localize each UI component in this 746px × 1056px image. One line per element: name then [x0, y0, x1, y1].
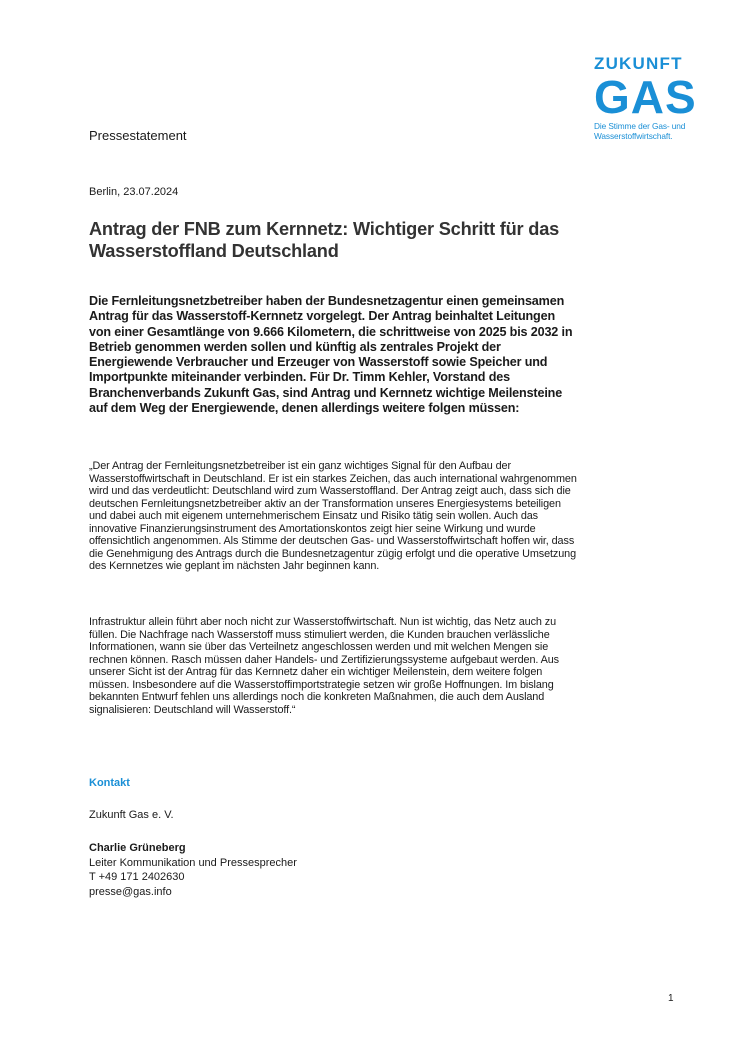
zukunft-gas-logo [594, 55, 698, 141]
logo-tagline-line2: Wasserstoffwirtschaft. [594, 130, 673, 141]
contact-phone: T +49 171 2402630 [89, 871, 185, 883]
contact-heading: Kontakt [89, 777, 130, 789]
logo-wordmark-gas: GAS [594, 71, 697, 123]
quote-paragraph-1: „Der Antrag der Fernleitungsnetzbetreiber ist ein ganz wichtiges Signal für den Aufbau der Wasserstoffwirtschaft in Deutschland. Er ist ein starkes Zeichen, das auch international wahrgenommen wird und das verdeutlicht: Deutschland wird zum Wasserstoffland. Der Antrag zeigt auch, dass sich die deutschen Fernleitungsnetzbetreiber aktiv an der Transformation unseres Energiesystems beteiligen und dabei auch mit eigenem unternehmerischem Einsatz und Risiko tätig sein wollen. Auch das innovative Finanzierungsinstrument des Amortationskontos zeigt hier seine Wirkung und wurde offensichtlich angenommen. Als Stimme der deutschen Gas- und Wasserstoffwirtschaft hoffen wir, dass die Genehmigung des Antrags durch die Bundesnetzagentur zügig erfolgt und die operative Umsetzung des Kernnetzes wie geplant im nächsten Jahr beginnen kann. [89, 460, 577, 572]
dateline: Berlin, 23.07.2024 [89, 186, 179, 198]
quote-paragraph-2: Infrastruktur allein führt aber noch nicht zur Wasserstoffwirtschaft. Nun ist wichtig, das Netz auch zu füllen. Die Nachfrage nach Wasserstoff muss stimuliert werden, die Kunden brauchen verlässliche Informationen, wann sie über das Verteilnetz angeschlossen werden und mit welchen Mengen sie rechnen können. Rasch müssen daher Handels- und Zertifizierungssysteme aufgebaut werden. Aus unserer Sicht ist der Antrag für das Kernnetz daher ein wichtiger Meilenstein, dem weitere folgen müssen. Insbesondere auf die Wasserstoffimportstrategie setzen wir große Hoffnungen. Im bislang bekannten Entwurf fehlen uns allerdings noch die konkreten Maßnahmen, die auch dem Ausland signalisieren: Deutschland will Wasserstoff.“ [89, 616, 560, 716]
contact-person [89, 841, 297, 899]
page-number: 1 [668, 993, 674, 1004]
contact-organization: Zukunft Gas e. V. [89, 809, 174, 821]
contact-name: Charlie Grüneberg [89, 842, 186, 854]
logo-wordmark-top: ZUKUNFT [594, 54, 683, 73]
contact-role: Leiter Kommunikation und Pressesprecher [89, 856, 297, 869]
document-type-label: Pressestatement [89, 128, 187, 143]
page-title: Antrag der FNB zum Kernnetz: Wichtiger Schritt für das Wasserstoffland Deutschland [89, 219, 560, 261]
contact-email[interactable]: presse@gas.info [89, 885, 172, 898]
lead-paragraph: Die Fernleitungsnetzbetreiber haben der Bundesnetzagentur einen gemeinsamen Antrag für das Wasserstoff-Kernnetz vorgelegt. Der Antrag beinhaltet Leitungen von einer Gesamtlänge von 9.666 Kilometern, die schrittweise von 2025 bis 2032 in Betrieb genommen werden sollen und künftig als zentrales Projekt der Energiewende Verbraucher und Erzeuger von Wasserstoff sowie Speicher und Importpunkte miteinander verbinden. Für Dr. Timm Kehler, Vorstand des Branchenverbands Zukunft Gas, sind Antrag und Kernnetz wichtige Meilensteine auf dem Weg der Energiewende, denen allerdings weitere folgen müssen: [89, 294, 573, 416]
logo-tagline [594, 122, 698, 141]
logo-tagline-line1: Die Stimme der Gas- und [594, 121, 686, 131]
